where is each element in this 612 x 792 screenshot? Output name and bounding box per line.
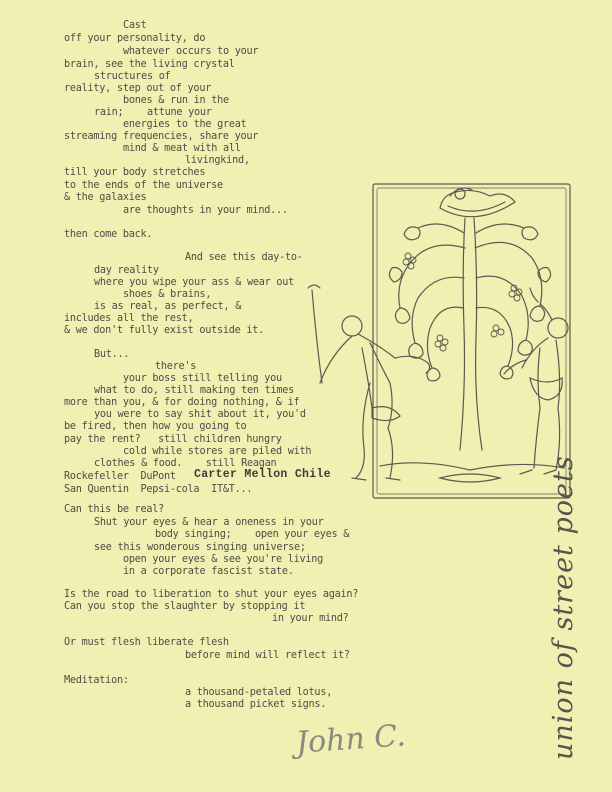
poem-line: includes all the rest, <box>64 313 194 324</box>
poem-line: till your body stretches <box>64 167 206 178</box>
poem-line: structures of <box>94 71 171 82</box>
poem-line: Rockefeller DuPont <box>64 471 176 482</box>
poem-line: Meditation: <box>64 675 129 686</box>
poem-line-typed-over: Carter Mellon Chile <box>194 468 331 481</box>
poem-line: mind & meat with all <box>123 143 241 154</box>
poem-line: cold while stores are piled with <box>123 446 312 457</box>
poem-line: see this wonderous singing universe; <box>94 542 306 553</box>
poem-line: what to do, still making ten times <box>94 385 295 396</box>
poem-line: open your eyes & see you're living <box>123 554 324 565</box>
poem-line: Or must flesh liberate flesh <box>64 637 229 648</box>
poem-line: pay the rent? still children hungry <box>64 434 282 445</box>
poem-line: more than you, & for doing nothing, & if <box>64 397 300 408</box>
poem-line: reality, step out of your <box>64 83 212 94</box>
poem-line: Can this be real? <box>64 504 165 515</box>
poem-line: Shut your eyes & hear a oneness in your <box>94 517 324 528</box>
poem-line: there's <box>155 361 197 372</box>
poem-line: to the ends of the universe <box>64 180 223 191</box>
poem-line: day reality <box>94 265 159 276</box>
poem-line: body singing; open your eyes & <box>155 529 350 540</box>
poem-line: before mind will reflect it? <box>185 650 350 661</box>
poem-line: is as real, as perfect, & <box>94 301 242 312</box>
poem-line: But... <box>94 349 130 360</box>
poem-line: San Quentin Pepsi-cola IT&T... <box>64 484 253 495</box>
poem-line: where you wipe your ass & wear out <box>94 277 295 288</box>
poem-line: Is the road to liberation to shut your eyes again? <box>64 589 359 600</box>
poem-line: clothes & food. still Reagan <box>94 458 277 469</box>
poem-line: & the galaxies <box>64 192 147 203</box>
poem-line: in a corporate fascist state. <box>123 566 294 577</box>
poem-line: Cast <box>123 20 147 31</box>
poem-line: & we don't fully exist outside it. <box>64 325 265 336</box>
poem-line: brain, see the living crystal <box>64 59 235 70</box>
poem-line: a thousand picket signs. <box>185 699 327 710</box>
signature: John C. <box>294 718 407 761</box>
poem-line: then come back. <box>64 229 153 240</box>
poem-line: off your personality, do <box>64 33 206 44</box>
poem-line: your boss still telling you <box>123 373 282 384</box>
poem-line: you were to say shit about it, you'd <box>94 409 306 420</box>
poem-line: whatever occurs to your <box>123 46 259 57</box>
poem-line: livingkind, <box>185 155 250 166</box>
poem-line: streaming frequencies, share your <box>64 131 259 142</box>
medieval-tree-illustration <box>300 178 585 503</box>
poem-line: in your mind? <box>272 613 349 624</box>
poem-line: energies to the great <box>123 119 247 130</box>
poem-line: bones & run in the <box>123 95 229 106</box>
poem-line: a thousand-petaled lotus, <box>185 687 333 698</box>
poem-line: shoes & brains, <box>123 289 212 300</box>
poem-line: rain; attune your <box>94 107 212 118</box>
poem-line: are thoughts in your mind... <box>123 205 288 216</box>
poem-line: And see this day-to- <box>185 252 303 263</box>
poem-line: be fired, then how you going to <box>64 421 247 432</box>
poem-line: Can you stop the slaughter by stopping it <box>64 601 306 612</box>
